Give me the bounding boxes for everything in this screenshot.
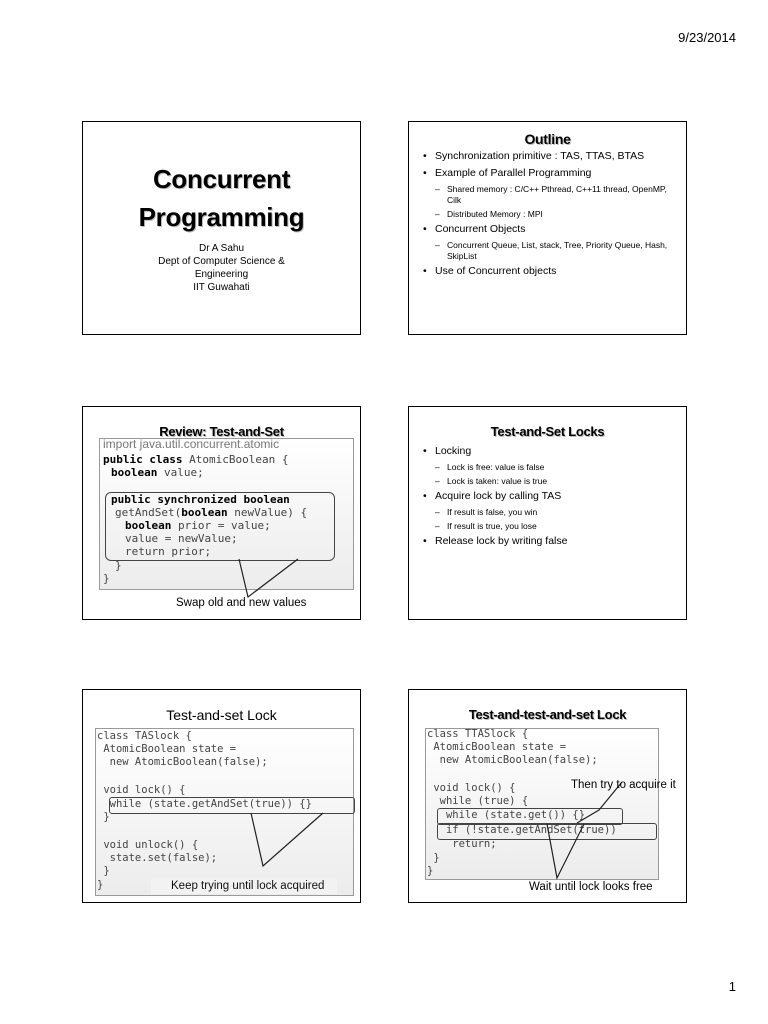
code-line: while (true) { (427, 795, 529, 807)
code-text: AtomicBoolean { (182, 453, 289, 466)
institute: IIT Guwahati (193, 282, 250, 293)
code-line: AtomicBoolean state = (427, 741, 567, 753)
code-line: return prior; (125, 545, 212, 558)
code-line: void lock() { (427, 782, 516, 794)
code-line: return; (427, 838, 497, 850)
code-line: new AtomicBoolean(false); (427, 754, 598, 766)
code-line: class TTASlock { (427, 728, 529, 740)
code-keyword: boolean (125, 519, 172, 532)
callout-text: Wait until lock looks free (529, 881, 653, 893)
bullet-item: • Synchronization primitive : TAS, TTAS, BTAS (423, 150, 680, 163)
bullet-item: • Release lock by writing false (423, 535, 680, 548)
sub-bullet-item: – Concurrent Queue, List, stack, Tree, Priority Queue, Hash, SkipList (423, 240, 680, 262)
slide-ttas-lock-code (408, 689, 687, 903)
callout-pointer (409, 690, 686, 902)
slide-heading: Outline (524, 131, 571, 147)
slide-tas-locks (408, 406, 687, 620)
bullet-list (423, 445, 680, 552)
code-line: } (97, 811, 110, 823)
code-line: } (427, 865, 434, 877)
header-date: 9/23/2014 (678, 30, 736, 45)
author-name: Dr A Sahu (198, 243, 245, 254)
slide-heading: Test-and-test-and-set Lock (468, 707, 627, 722)
code-keyword: public class (103, 453, 183, 466)
slide-title (82, 121, 361, 335)
bullet-item: • Locking (423, 445, 680, 458)
code-line: } (103, 572, 110, 585)
code-line: state.set(false); (97, 852, 218, 864)
sub-bullet-item: – Lock is free: value is false (423, 462, 680, 473)
bullet-item: • Example of Parallel Programming (423, 167, 680, 180)
title-line-1: Concurrent (152, 164, 291, 194)
code-line: if (!state.getAndSet(true)) (427, 824, 617, 836)
code-line: } (97, 865, 110, 877)
slide-heading: Review: Test-and-Set (159, 424, 284, 439)
code-line: } (427, 852, 440, 864)
code-line: } (115, 559, 122, 572)
code-line: public synchronized boolean (111, 493, 290, 506)
code-text: getAndSet( (115, 506, 182, 519)
bullet-item: • Use of Concurrent objects (423, 265, 680, 278)
code-line: void unlock() { (97, 839, 199, 851)
code-line: new AtomicBoolean(false); (97, 756, 268, 768)
slide-review-tas (82, 406, 361, 620)
callout-pointer (83, 690, 360, 902)
bullet-item: • Acquire lock by calling TAS (423, 490, 680, 503)
code-line: void lock() { (97, 784, 186, 796)
code-line: value = newValue; (125, 532, 238, 545)
sub-bullet-item: – Shared memory : C/C++ Pthread, C++11 thread, OpenMP, Cilk (423, 184, 680, 206)
code-keyword: boolean (111, 466, 158, 479)
slide-tas-lock-code (82, 689, 361, 903)
bullet-item: • Concurrent Objects (423, 223, 680, 236)
code-line: while (state.get()) {} (427, 809, 586, 821)
sub-bullet-item: – If result is false, you win (423, 507, 680, 518)
sub-bullet-item: – Distributed Memory : MPI (423, 209, 680, 220)
page-number: 1 (728, 979, 736, 994)
slide-heading: Test-and-Set Locks (490, 424, 605, 439)
code-line: AtomicBoolean state = (97, 743, 237, 755)
sub-bullet-item: – Lock is taken: value is true (423, 476, 680, 487)
callout-text: Then try to acquire it (571, 779, 676, 791)
import-line: import java.util.concurrent.atomic (103, 437, 280, 451)
code-line: class TASlock { (97, 730, 192, 742)
slide-outline (408, 121, 687, 335)
callout-pointer (83, 407, 360, 619)
code-line: while (state.getAndSet(true)) {} (97, 798, 312, 810)
code-text: prior = value; (171, 519, 271, 532)
callout-text: Swap old and new values (176, 597, 307, 609)
bullet-list (423, 150, 680, 282)
code-line: } (97, 879, 104, 891)
slide-heading: Test-and-set Lock (166, 707, 277, 723)
callout-text: Keep trying until lock acquired (151, 878, 337, 894)
dept-line-1: Dept of Computer Science & (158, 256, 285, 267)
code-text: value; (157, 466, 204, 479)
author-block (83, 242, 360, 294)
code-keyword: boolean (181, 506, 228, 519)
title-line-2: Programming (138, 202, 305, 232)
code-text: newValue) { (227, 506, 308, 519)
dept-line-2: Engineering (194, 269, 249, 280)
sub-bullet-item: – If result is true, you lose (423, 521, 680, 532)
